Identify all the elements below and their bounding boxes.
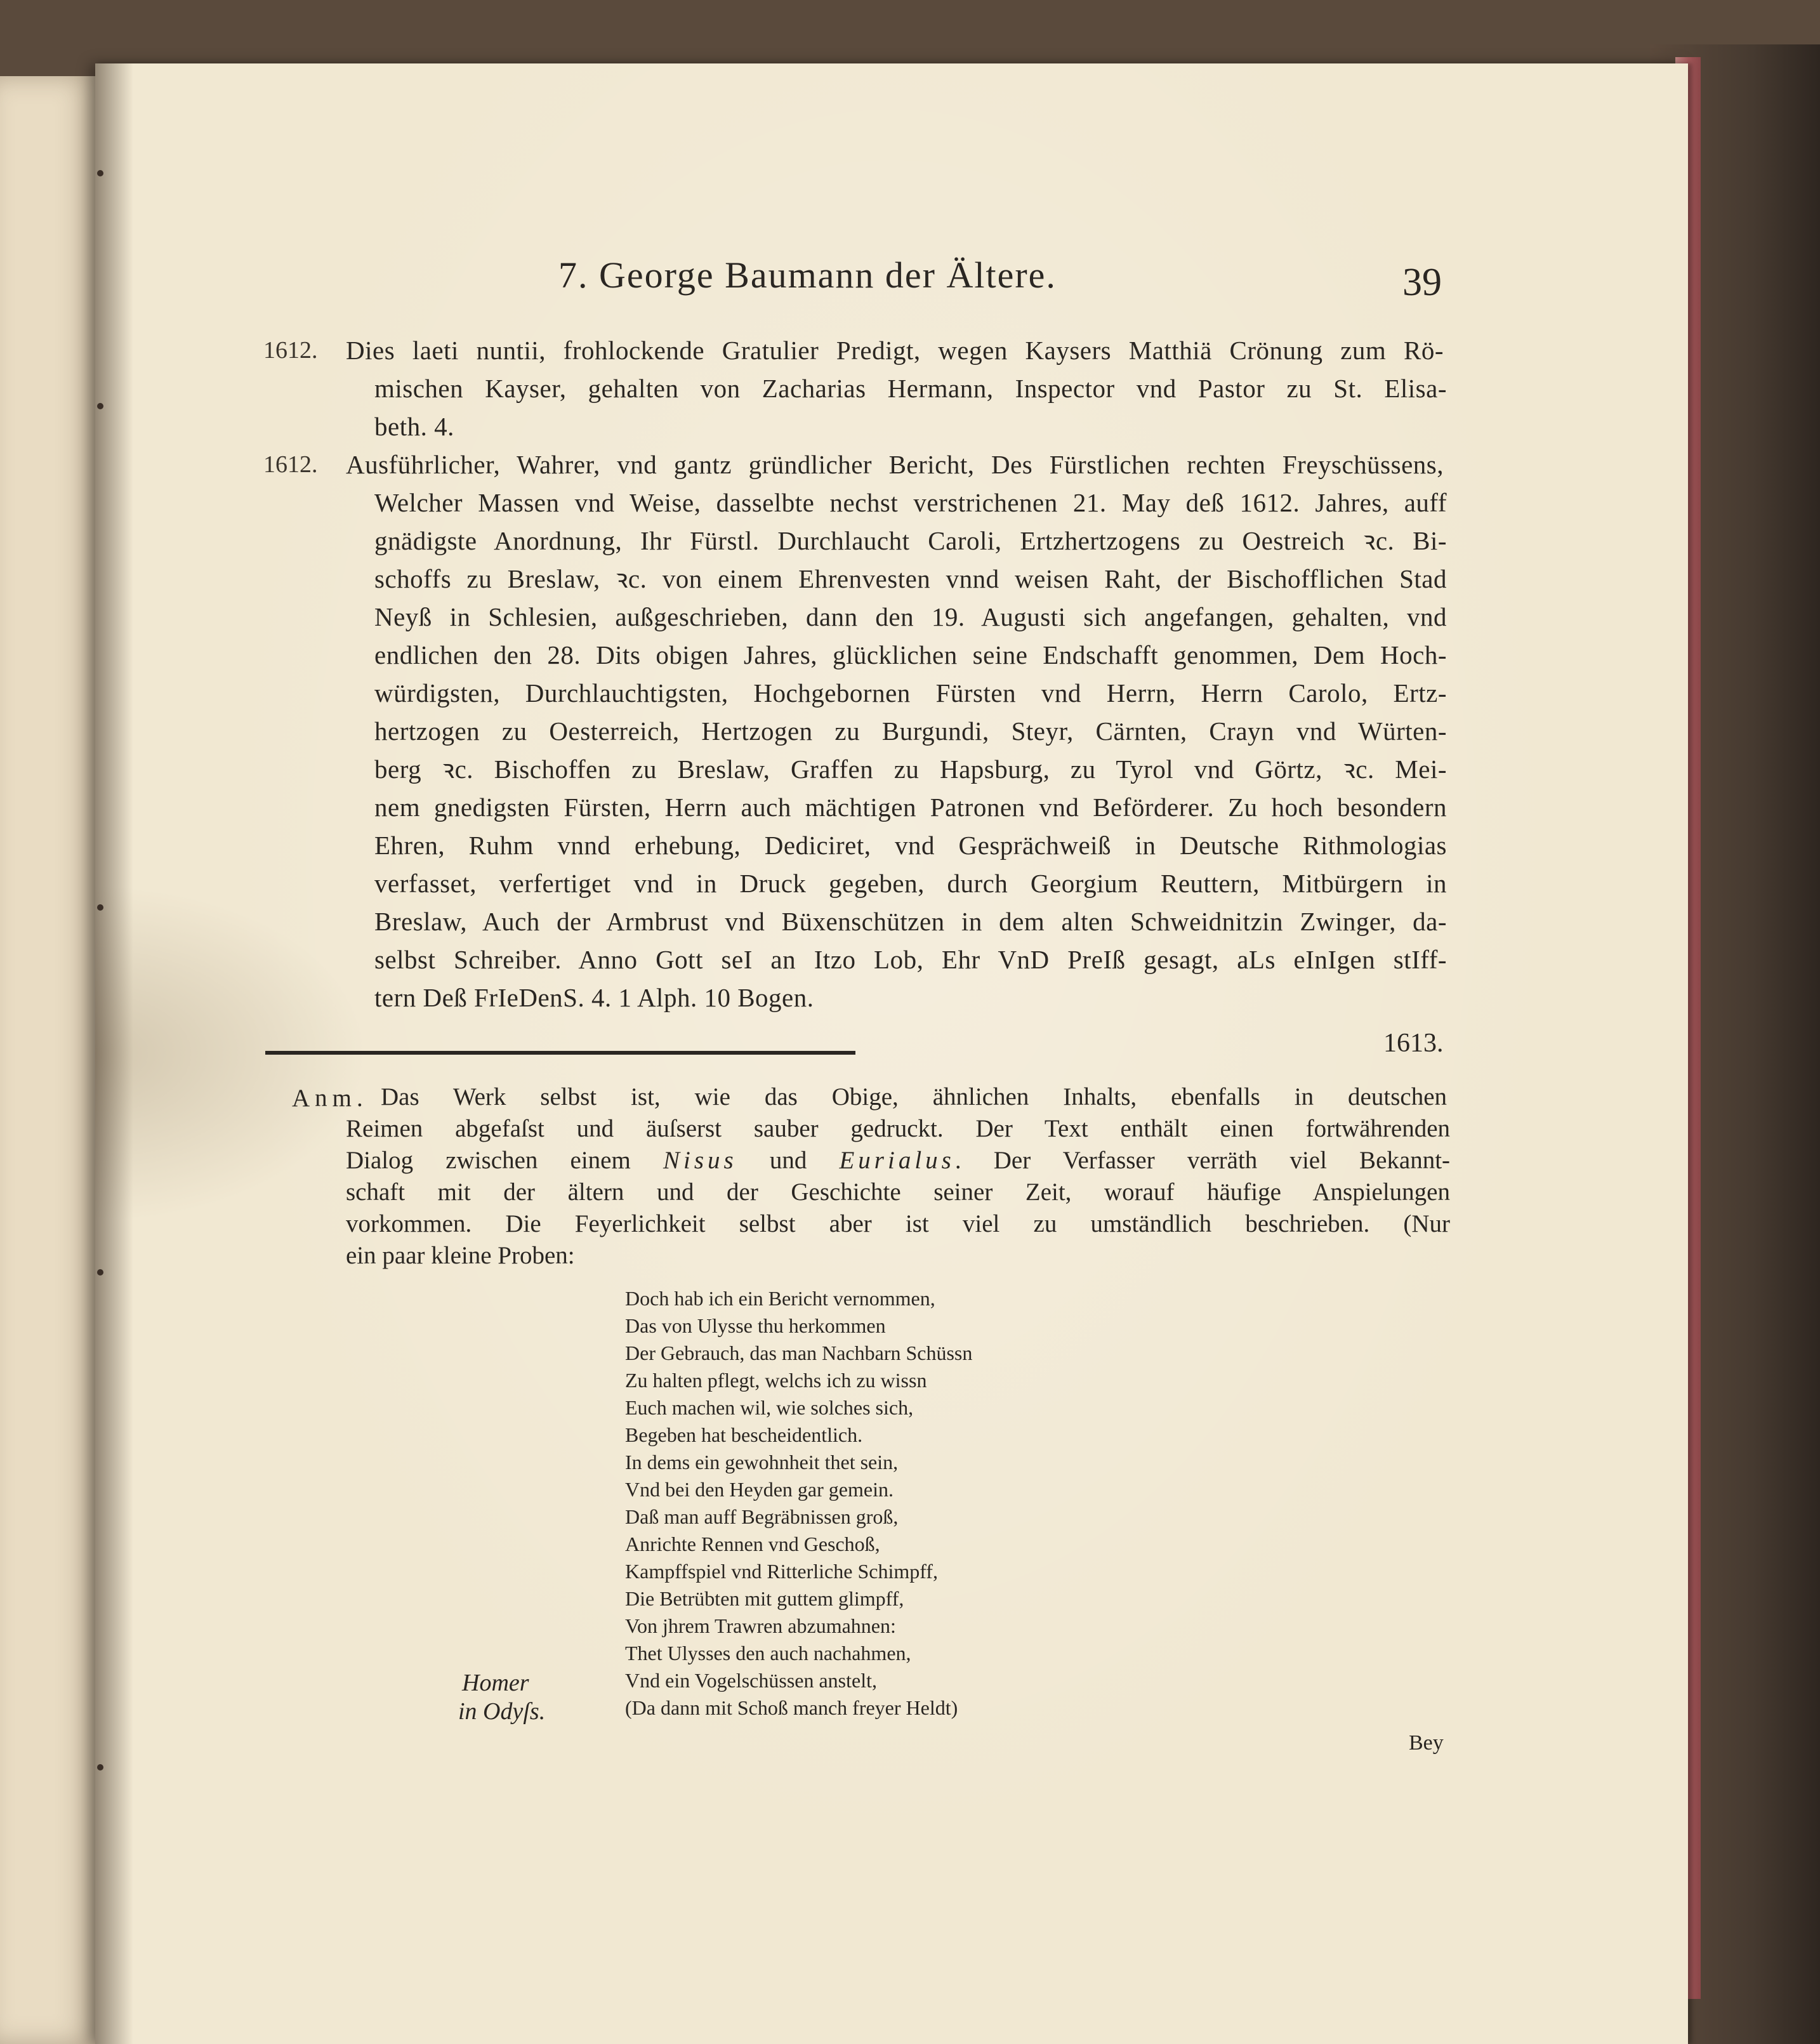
entry-line: mischen Kayser, gehalten von Zacharias Hermann, Inspector vnd Pastor zu St. Elisa- — [374, 374, 1447, 403]
verse-line: Die Betrübten mit guttem glimpff, — [625, 1587, 904, 1610]
side-note: in Odyſs. — [458, 1698, 546, 1725]
running-head: 7. George Baumann der Ältere. — [558, 254, 1057, 296]
catchword: Bey — [1409, 1731, 1444, 1755]
side-note: Homer — [462, 1670, 529, 1696]
gutter-shadow — [95, 63, 133, 2044]
verse-line: Von jhrem Trawren abzumahnen: — [625, 1614, 896, 1637]
entry-line: hertzogen zu Oesterreich, Hertzogen zu Burgundi, Steyr, Cärnten, Crayn vnd Würten- — [374, 716, 1447, 746]
entry-line: nem gnedigsten Fürsten, Herrn auch mächtigen Patronen vnd Beförderer. Zu hoch besondern — [374, 793, 1447, 822]
verse-line: Vnd ein Vogelschüssen anstelt, — [625, 1669, 877, 1692]
entry-line: Ausführlicher, Wahrer, vnd gantz gründlicher Bericht, Des Fürstlichen rechten Freyschüssens, — [346, 450, 1444, 479]
page-number: 39 — [1402, 261, 1442, 304]
note-line — [346, 1145, 1450, 1177]
note-line: Das Werk selbst ist, wie das Obige, ähnlichen Inhalts, ebenfalls in deutschen — [381, 1083, 1447, 1111]
entry-line: tern Deß FrIeDenS. 4. 1 Alph. 10 Bogen. — [374, 983, 814, 1012]
entry-line: endlichen den 28. Dits obigen Jahres, glücklichen seine Endschafft genommen, Dem Hoch- — [374, 640, 1447, 669]
entry-line: Welcher Massen vnd Weise, dasselbte nechst verstrichenen 21. May deß 1612. Jahres, auff — [374, 488, 1447, 517]
note-text: und — [737, 1147, 840, 1174]
entry-year: 1612. — [263, 337, 318, 364]
footnote-rule — [265, 1051, 855, 1055]
binding-hole — [97, 1269, 103, 1276]
verse-line: In dems ein gewohnheit thet sein, — [625, 1451, 899, 1474]
note-line: schaft mit der ältern und der Geschichte seiner Zeit, worauf häufige Anspielungen — [346, 1178, 1450, 1206]
note-line: ein paar kleine Proben: — [346, 1242, 575, 1269]
verse-line: Euch machen wil, wie solches sich, — [625, 1396, 914, 1419]
binding-hole — [97, 170, 103, 176]
entry-line: schoffs zu Breslaw, ꝛc. von einem Ehrenvesten vnnd weisen Raht, der Bischofflichen Stad — [374, 564, 1447, 593]
binding-hole — [97, 1764, 103, 1770]
entry-line: gnädigste Anordnung, Ihr Fürstl. Durchlaucht Caroli, Ertzhertzogens zu Oestreich ꝛc. Bi- — [374, 526, 1447, 555]
note-line: Reimen abgefaſst und äuſserst sauber gedruckt. Der Text enthält einen fortwährenden — [346, 1115, 1450, 1142]
verse-line: Zu halten pflegt, welchs ich zu wissn — [625, 1369, 927, 1392]
entry-line: Dies laeti nuntii, frohlockende Gratulier Predigt, wegen Kaysers Matthiä Crönung zum Rö- — [346, 336, 1444, 365]
entry-line: Ehren, Ruhm vnnd erhebung, Dediciret, vnd Gesprächweiß in Deutsche Rithmologias — [374, 831, 1447, 860]
entry-line: beth. 4. — [374, 412, 454, 441]
entry-line: würdigsten, Durchlauchtigsten, Hochgebornen Fürsten vnd Herrn, Herrn Carolo, Ertz- — [374, 678, 1447, 708]
note-text: Dialog zwischen einem — [346, 1147, 663, 1174]
entry-line: berg ꝛc. Bischoffen zu Breslaw, Graffen zu Hapsburg, zu Tyrol vnd Görtz, ꝛc. Mei- — [374, 755, 1447, 784]
verse-line: Daß man auff Begräbnissen groß, — [625, 1505, 899, 1528]
catchword: 1613. — [1383, 1029, 1444, 1058]
note-name-eurialus: Eurialus — [839, 1147, 955, 1174]
verse-line: Anrichte Rennen vnd Geschoß, — [625, 1533, 880, 1555]
verse-line: Der Gebrauch, das man Nachbarn Schüssn — [625, 1342, 973, 1364]
note-line: vorkommen. Die Feyerlichkeit selbst aber ist viel zu umständlich beschrieben. (Nur — [346, 1210, 1450, 1237]
note-label: Anm. — [292, 1085, 368, 1112]
binding-hole — [97, 403, 103, 409]
entry-line: Neyß in Schlesien, außgeschrieben, dann den 19. Augusti sich angefangen, gehalten, vnd — [374, 602, 1447, 631]
binding-hole — [97, 904, 103, 911]
left-page-edge — [0, 76, 95, 2044]
note-text: . Der Verfasser verräth viel Bekannt- — [954, 1147, 1451, 1174]
entry-year: 1612. — [263, 451, 318, 478]
entry-line: verfasset, verfertiget vnd in Druck gegeben, durch Georgium Reuttern, Mitbürgern in — [374, 869, 1447, 898]
entry-line: selbst Schreiber. Anno Gott seI an Itzo Lob, Ehr VnD PreIß gesagt, aLs eInIgen stIff- — [374, 945, 1447, 974]
verse-line: Begeben hat bescheidentlich. — [625, 1423, 863, 1446]
entry-line: Breslaw, Auch der Armbrust vnd Büxenschützen in dem alten Schweidnitzin Zwinger, da- — [374, 907, 1447, 936]
note-name-nisus: Nisus — [663, 1147, 737, 1174]
verse-line: Thet Ulysses den auch nachahmen, — [625, 1642, 911, 1665]
verse-line: Doch hab ich ein Bericht vernommen, — [625, 1287, 935, 1310]
verse-line: Vnd bei den Heyden gar gemein. — [625, 1478, 894, 1501]
verse-line: Das von Ulysse thu herkommen — [625, 1314, 886, 1337]
verse-line: (Da dann mit Schoß manch freyer Heldt) — [625, 1696, 958, 1719]
verse-line: Kampffspiel vnd Ritterliche Schimpff, — [625, 1560, 938, 1583]
